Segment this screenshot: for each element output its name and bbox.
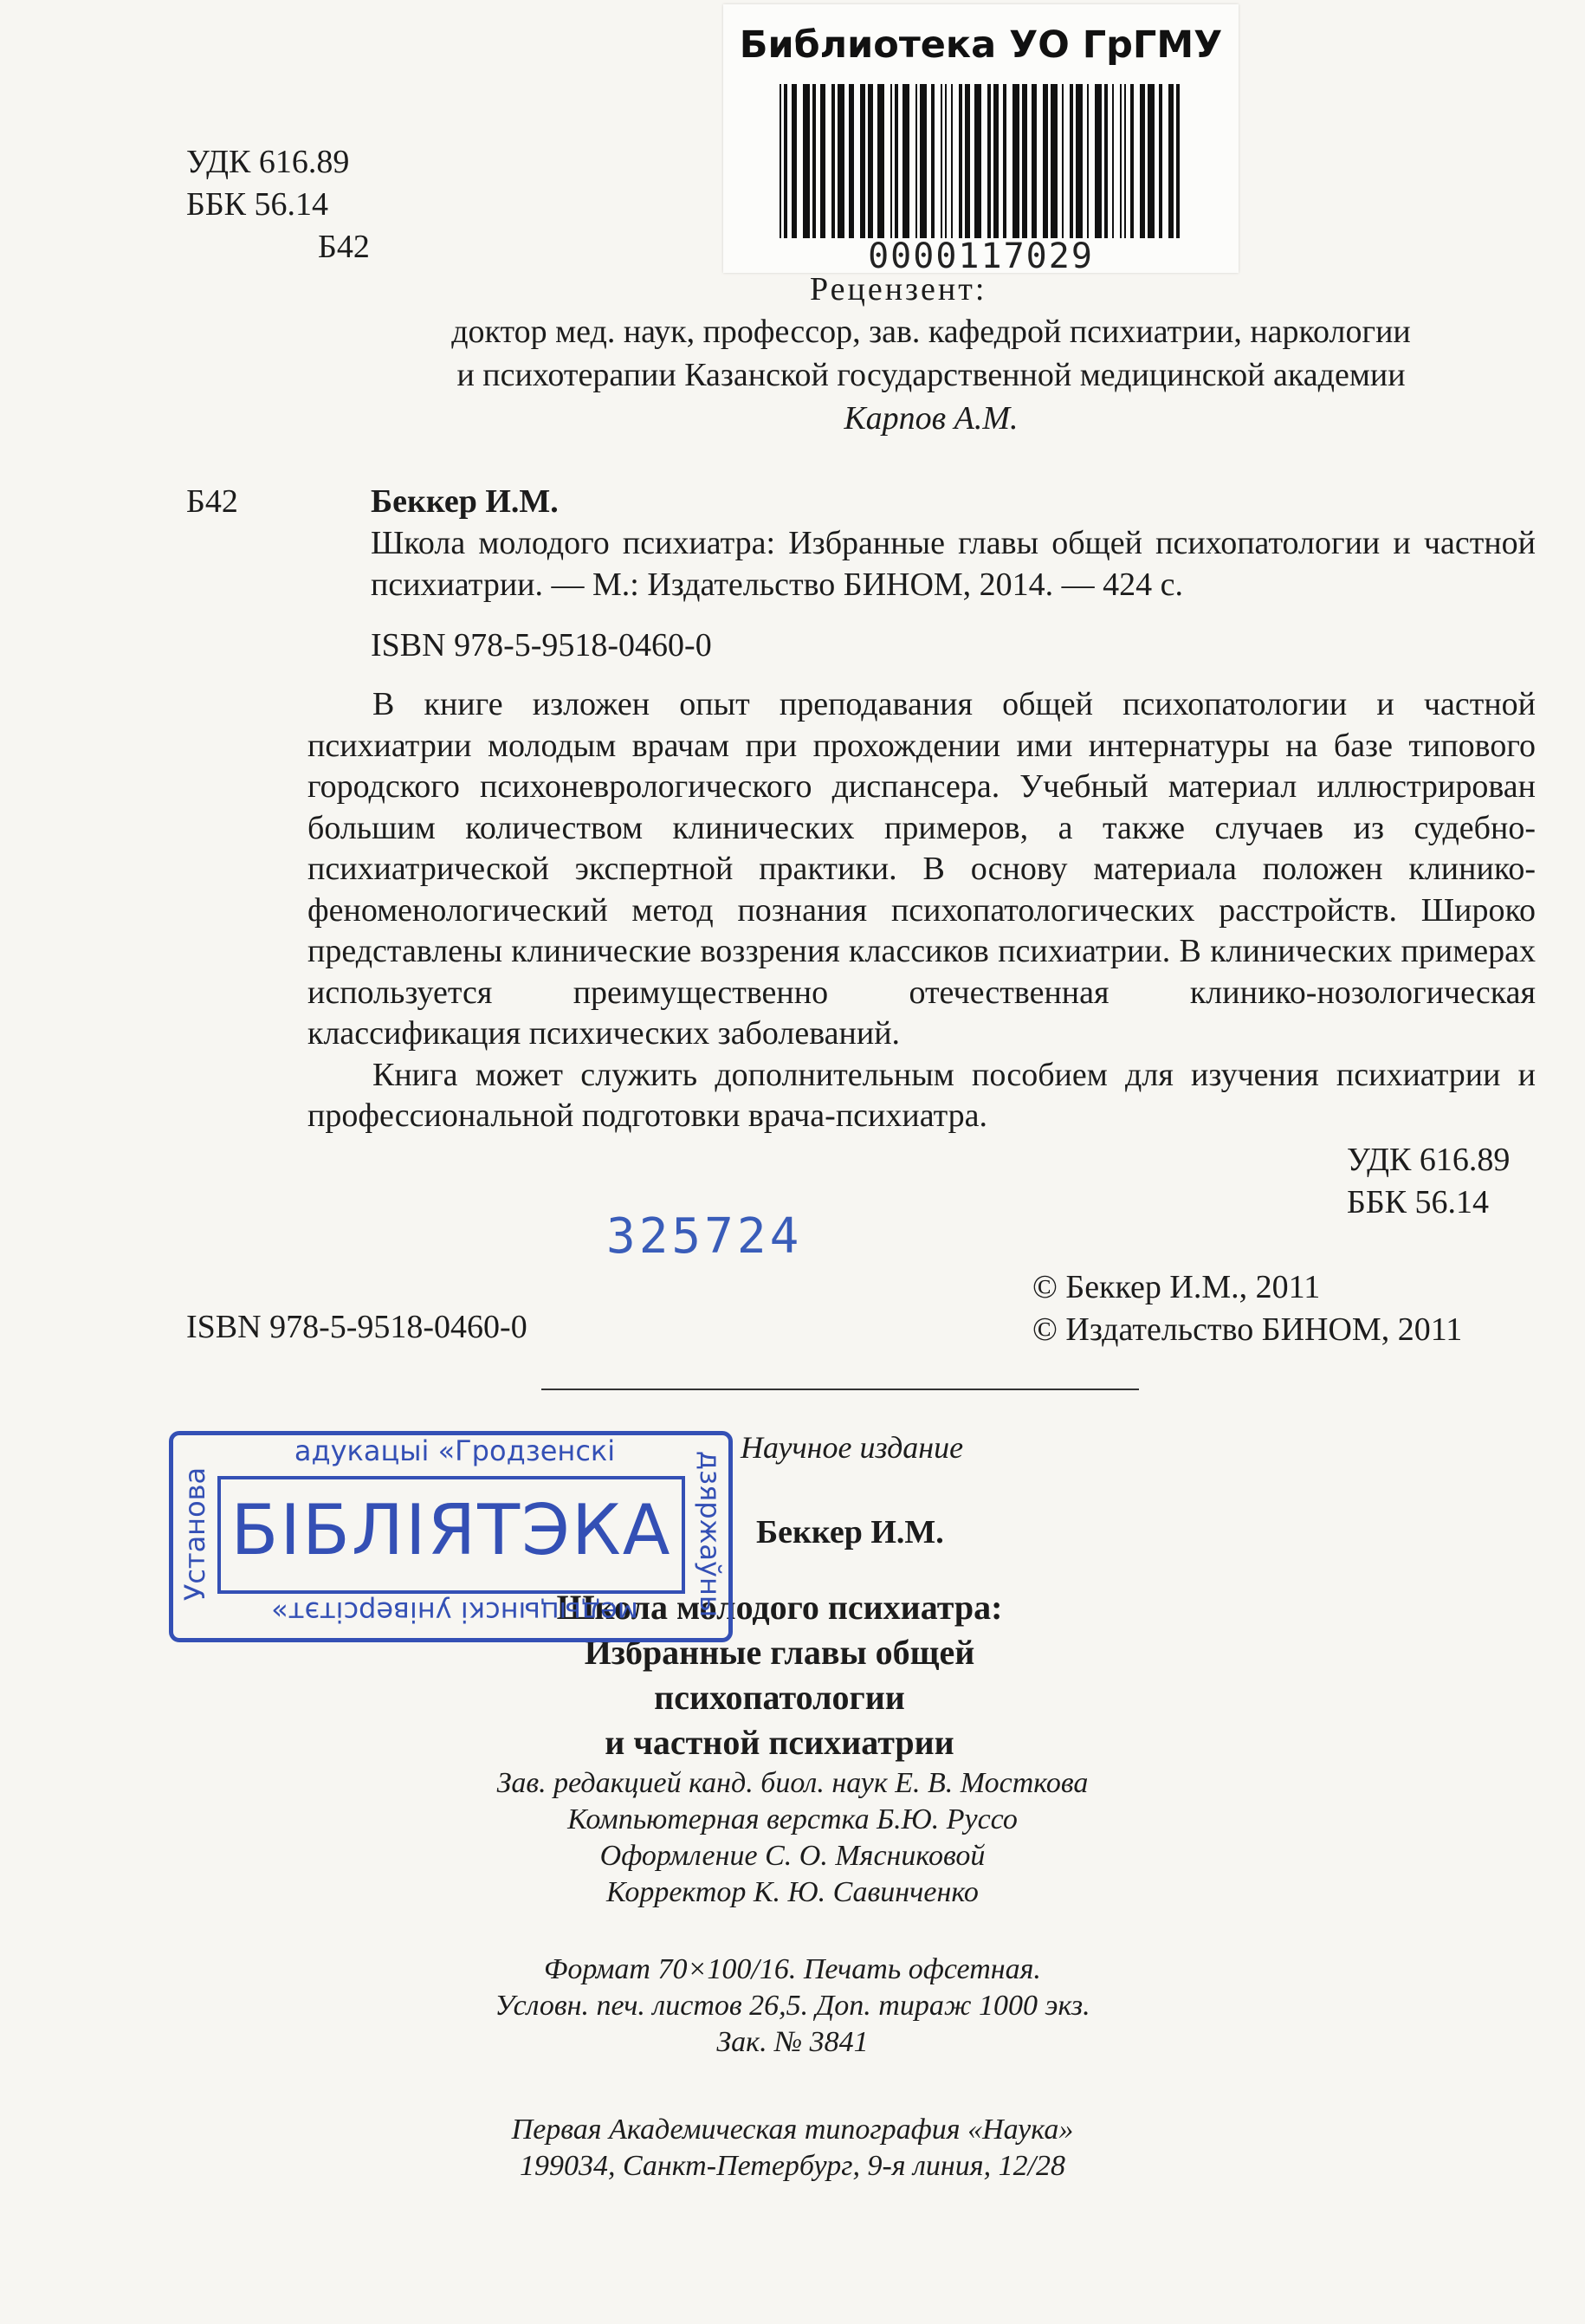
classification-top [186,141,370,269]
barcode-bar [987,84,991,238]
stamp-bottom-text: медыцынскі універсітэт» [271,1596,638,1628]
annotation-paragraph: Книга может служить дополнительным пособием для изучения психиатрии и профессиональной подготовки врача-психиатра. [307,1056,1536,1134]
bibliographic-entry [371,481,1536,666]
barcode-bar [1022,84,1027,238]
barcode-bar [780,84,781,238]
barcode-bar [1159,84,1162,238]
udk-code: УДК 616.89 [1347,1142,1511,1178]
author-mark: Б42 [318,229,370,265]
barcode-bar [792,84,797,238]
edition-type: Научное издание [741,1430,964,1465]
annotation-paragraph: В книге изложен опыт преподавания общей психопатологии и частной психиатрии молодым врачам при прохождении ими интернатуры на базе типового городского психоневрологического диспансера. Учебный материал иллюстрирован большим количеством клинических примеров, а также случаев из судебно-психиатрической экспертной практики. В основу материала положен клинико-феноменологический метод познания психопатологических расстройств. Широко представлены клинические воззрения классиков психиатрии. В клинических примерах используется преимущественно отечественная клинико-нозологическая классификация психических заболеваний. [307,686,1536,1052]
bbk-code: ББК 56.14 [186,186,328,223]
stamp-word: БІБЛІЯТЭКА [230,1490,672,1570]
barcode-bar [1130,84,1134,238]
barcode-bar [1062,84,1064,238]
barcode-bar [895,84,898,238]
barcode-bar [877,84,884,238]
barcode-bar [868,84,873,238]
stamp-left-text: Установа [178,1466,211,1602]
barcode-bar [1120,84,1122,238]
udk-code: УДК 616.89 [186,144,350,180]
barcode-bar [920,84,927,238]
barcode-bar [812,84,816,238]
printer-line: 199034, Санкт-Петербург, 9-я линия, 12/28 [519,2150,1066,2182]
reviewer-label: Рецензент: [810,271,987,307]
stamp-top-text: адукацыі «Гродзенскі [294,1434,616,1467]
barcode-bar [1032,84,1037,238]
barcode-bar [831,84,835,238]
stamp-right-text: дзяржаўны [694,1450,727,1618]
divider [541,1389,1139,1390]
entry-isbn: ISBN 978-5-9518-0460-0 [371,627,712,664]
barcode-bar [1070,84,1073,238]
barcode-bar [1140,84,1145,238]
barcode-bar [1043,84,1048,238]
barcode-bar [820,84,825,238]
inventory-number-stamp: 325724 [606,1208,803,1265]
barcode-bar [784,84,787,238]
entry-code: Б42 [186,483,238,520]
barcode-bar [1003,84,1006,238]
copyright [1032,1266,1462,1351]
imprint-author: Беккер И.М. [756,1514,944,1550]
entry-description: Школа молодого психиатра: Избранные главы общей психопатологии и частной психиатрии. — М.: Издательство БИНОМ, 2014. — 424 с. [371,525,1536,603]
barcode-bar [803,84,810,238]
barcode-bar [959,84,962,238]
barcode-bar [1148,84,1155,238]
barcode-bar [849,84,854,238]
barcode-bar [1176,84,1180,238]
barcode-bar [951,84,953,238]
credit-line: Зав. редакцией канд. биол. наук Е. В. Мосткова [496,1767,1089,1799]
barcode-bar [838,84,844,238]
copyright-line: © Беккер И.М., 2011 [1032,1269,1321,1305]
annotation [307,684,1536,1137]
barcode-bar [1012,84,1019,238]
classification-bottom [1347,1139,1510,1224]
library-stamp [169,1431,736,1646]
print-info-line: Формат 70×100/16. Печать офсетная. [544,1953,1041,1985]
printer-info [0,2112,1585,2185]
library-name: Библиотека УО ГрГМУ [739,23,1223,67]
title-line: Избранные главы общей психопатологии [584,1633,975,1717]
barcode-bar [945,84,947,238]
title-line: и частной психиатрии [605,1723,954,1762]
barcode-bar [1168,84,1174,238]
reviewer-name: Карпов А.М. [844,400,1019,437]
barcode-bar [1051,84,1058,238]
barcode-bar [931,84,935,238]
barcode-bar [965,84,970,238]
print-info-line: Условн. печ. листов 26,5. Доп. тираж 1000 экз. [495,1990,1090,2022]
barcode-bar [915,84,917,238]
title-line: Школа молодого психиатра: [556,1588,1003,1627]
barcode-bar [974,84,981,238]
entry-author: Беккер И.М. [371,483,559,520]
credit-line: Корректор К. Ю. Савинченко [606,1876,979,1908]
print-info-line: Зак. № 3841 [716,2026,869,2058]
isbn-bottom: ISBN 978-5-9518-0460-0 [186,1309,527,1345]
reviewer-line: доктор мед. наук, профессор, зав. кафедрой психиатрии, наркологии [451,314,1411,350]
barcode-bar [1095,84,1102,238]
barcode-bar [1124,84,1126,238]
credit-line: Оформление С. О. Мясниковой [599,1840,986,1872]
copyright-line: © Издательство БИНОМ, 2011 [1032,1311,1463,1348]
barcode-bar [890,84,892,238]
credits [0,1765,1585,1911]
barcode-bar [1112,84,1114,238]
reviewer-block [333,310,1529,440]
barcode-bar [1104,84,1108,238]
barcode-bar [1087,84,1089,238]
bbk-code: ББК 56.14 [1347,1184,1489,1220]
reviewer-line: и психотерапии Казанской государственной медицинской академии [456,357,1406,393]
barcode-bar [1076,84,1083,238]
barcode-bar [941,84,942,238]
barcode-number: 0000117029 [868,236,1094,276]
barcode [780,84,1182,238]
barcode-bar [993,84,999,238]
credit-line: Компьютерная верстка Б.Ю. Руссо [567,1803,1018,1835]
library-sticker [723,4,1239,276]
barcode-bar [860,84,865,238]
printer-line: Первая Академическая типография «Наука» [511,2114,1074,2146]
print-info [0,1952,1585,2061]
barcode-bar [902,84,909,238]
